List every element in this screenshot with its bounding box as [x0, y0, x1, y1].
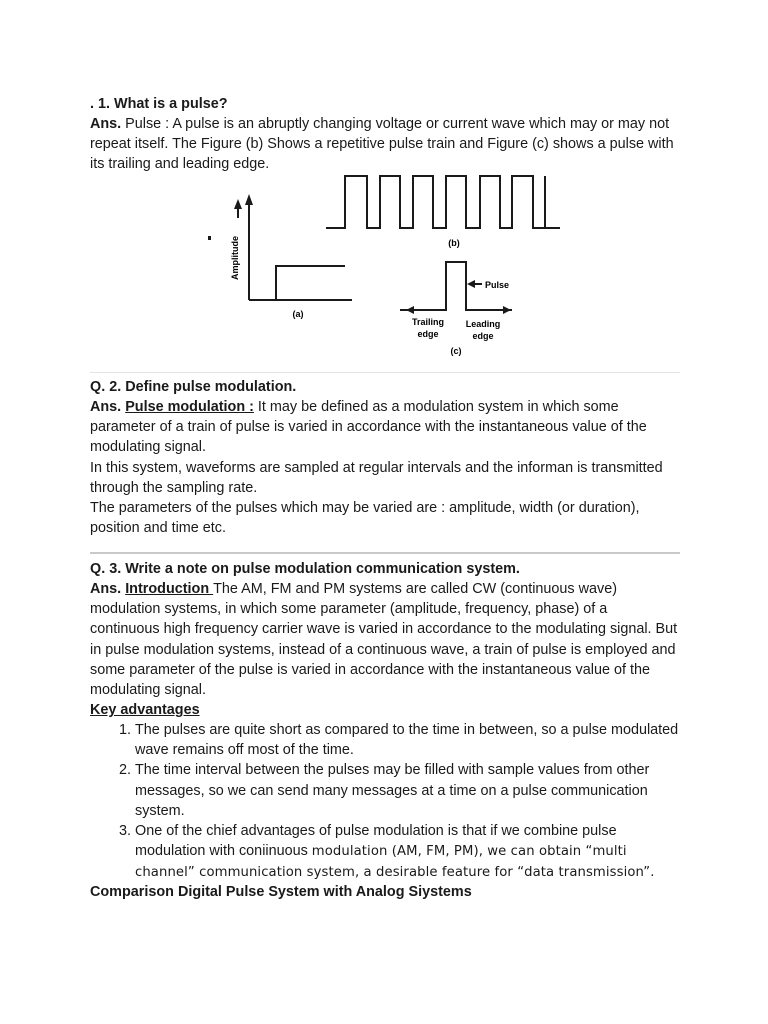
- advantage-item-1: 1. The pulses are quite short as compared to the time in between, so a pulse modulated wave remains off most of the time.: [135, 720, 680, 760]
- q3-key-advantages-heading: Key advantages: [90, 702, 200, 718]
- fig-a-step-signal: [276, 266, 345, 300]
- fig-trailing-line1: Trailing: [411, 317, 445, 327]
- fig-b-pulse-train: [326, 176, 560, 228]
- advantage-item-3-tail: modulation (AM, FM, PM), we can obtain “multi channel” communication system, a desirable feature for “data transmission”.: [135, 844, 655, 881]
- fig-a-dash-mark: [208, 236, 211, 240]
- fig-label-b: (b): [448, 238, 460, 248]
- fig-c-leading-head: [503, 306, 511, 314]
- q3-intro: [90, 579, 680, 700]
- advantage-item-2: 2. The time interval between the pulses may be filled with sample values from other messages, so we can send many messages at a time on a pulse communication system.: [135, 760, 680, 821]
- fig-c-trailing-head: [406, 306, 414, 314]
- q1-ans-label: Ans.: [90, 116, 122, 132]
- divider-2: [90, 552, 680, 554]
- q3-ans-label: Ans.: [90, 581, 122, 597]
- q2-para3: The parameters of the pulses which may be varied are : amplitude, width (or duration), position and time etc.: [90, 500, 640, 537]
- fig-pulse-label: Pulse: [485, 280, 510, 290]
- q2-para2: In this system, waveforms are sampled at regular intervals and the informan is transmitted through the sampling rate.: [90, 460, 663, 497]
- q3-heading: Q. 3. Write a note on pulse modulation communication system.: [90, 561, 520, 577]
- pulse-figure: [0, 0, 768, 372]
- comparison-heading: Comparison Digital Pulse System with Analog Siystems: [90, 884, 472, 900]
- fig-c-pointer-head: [467, 280, 475, 288]
- q3-intro-term: Introduction: [125, 581, 214, 597]
- q1-heading: . 1. What is a pulse?: [90, 96, 228, 112]
- q3-intro-text: The AM, FM and PM systems are called CW (continuous wave) modulation systems, in which some parameter (amplitude, frequency, phase) of a continuous high frequency carrier wave is varied in accordance to the modulating signal. But in pulse modulation systems, instead of a continuous wave, a train of pulse is employed and some parameter of the pulse is varied in accordance with the instantaneous value of the modulating signal.: [90, 581, 678, 699]
- q3-advantages-list: [90, 720, 680, 884]
- q2-heading: Q. 2. Define pulse modulation.: [90, 379, 297, 395]
- fig-a-arrowhead-2: [234, 199, 242, 209]
- fig-a-arrowhead-1: [245, 194, 253, 205]
- q2-term: Pulse modulation :: [125, 399, 254, 415]
- q1-answer-text: Pulse : A pulse is an abruptly changing voltage or current wave which may or may not repeat itself. The Figure (b) Shows a repetitive pulse train and Figure (c) shows a pulse with its trailing and leading edge.: [90, 116, 674, 173]
- q2-ans-label: Ans.: [90, 399, 122, 415]
- fig-trailing-line2: edge: [417, 329, 439, 339]
- fig-label-a: (a): [292, 309, 304, 319]
- fig-amplitude-label: Amplitude: [230, 236, 240, 280]
- advantage-item-3: 3. One of the chief advantages of pulse modulation is that if we combine pulse modulation with coniinuous modulation (AM, FM, PM), we can obtain “multi channel” communication system, a desirable feature for “data transmission”.: [135, 821, 680, 884]
- divider-1: [90, 372, 680, 373]
- q2-definition: It may be defined as a modulation system in which some parameter of a train of pulse is varied in accordance with the instantaneous value of the modulating signal.: [90, 399, 647, 456]
- fig-leading-line2: edge: [472, 331, 494, 341]
- q2-answer: [90, 397, 680, 458]
- fig-label-c: (c): [450, 346, 462, 356]
- fig-leading-line1: Leading: [465, 319, 501, 329]
